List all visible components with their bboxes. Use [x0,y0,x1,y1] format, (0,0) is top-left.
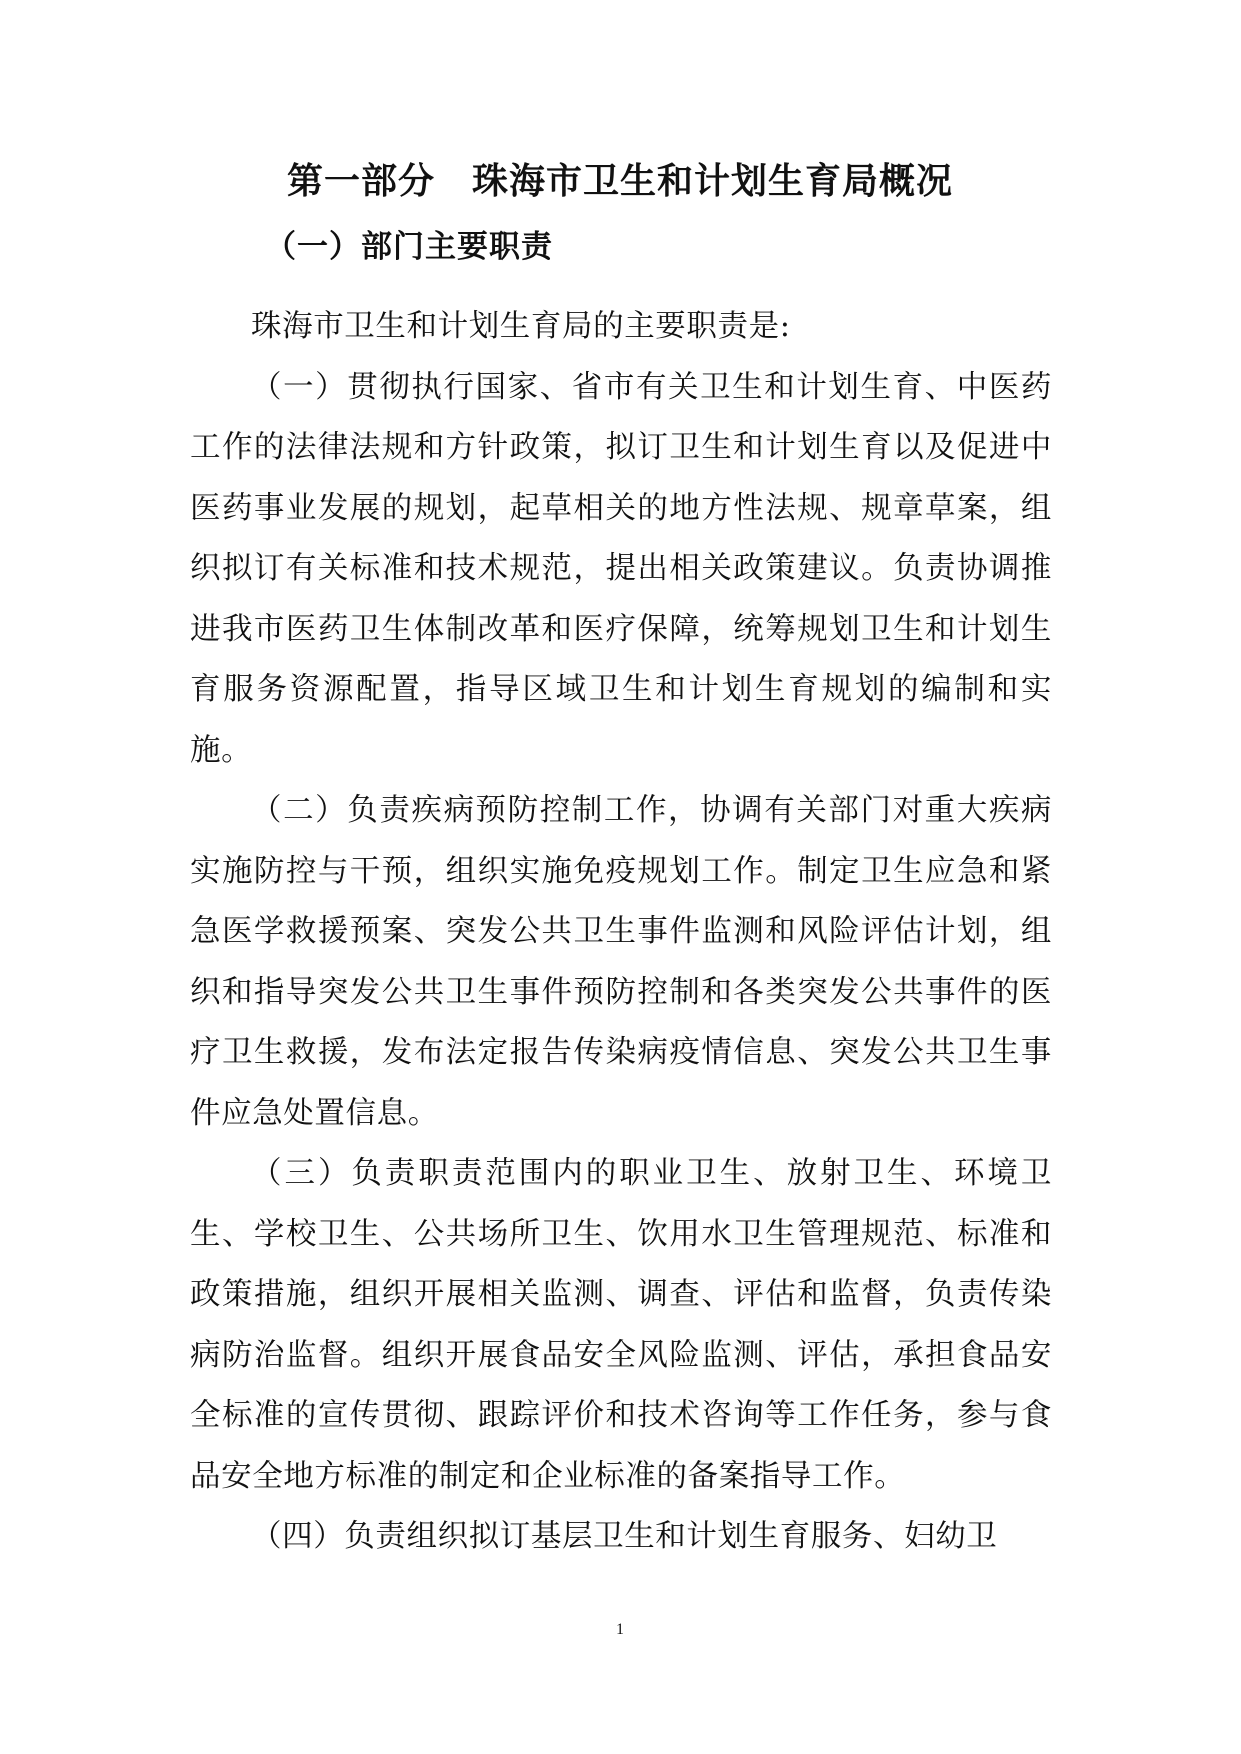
document-body [190,297,1052,1568]
document-title: 第一部分 珠海市卫生和计划生育局概况 [286,161,953,202]
responsibility-paragraph-1: （一）贯彻执行国家、省市有关卫生和计划生育、中医药工作的法律法规和方针政策，拟订卫生和计划生育以及促进中医药事业发展的规划，起草相关的地方性法规、规章草案，组织拟订有关标准和技术规范，提出相关政策建议。负责协调推进我市医药卫生体制改革和医疗保障，统筹规划卫生和计划生育服务资源配置，指导区域卫生和计划生育规划的编制和实施。 [190,369,1052,768]
intro-paragraph: 珠海市卫生和计划生育局的主要职责是: [251,309,791,344]
page-number: 1 [616,1621,624,1638]
responsibility-paragraph-4: （四）负责组织拟订基层卫生和计划生育服务、妇幼卫 [251,1519,998,1554]
section-heading: （一）部门主要职责 [265,229,553,265]
responsibility-paragraph-2: （二）负责疾病预防控制工作，协调有关部门对重大疾病实施防控与干预，组织实施免疫规划工作。制定卫生应急和紧急医学救援预案、突发公共卫生事件监测和风险评估计划，组织和指导突发公共卫生事件预防控制和各类突发公共事件的医疗卫生救援，发布法定报告传染病疫情信息、突发公共卫生事件应急处置信息。 [190,793,1052,1131]
responsibility-paragraph-3: （三）负责职责范围内的职业卫生、放射卫生、环境卫生、学校卫生、公共场所卫生、饮用水卫生管理规范、标准和政策措施，组织开展相关监测、调查、评估和监督，负责传染病防治监督。组织开展食品安全风险监测、评估，承担食品安全标准的宣传贯彻、跟踪评价和技术咨询等工作任务，参与食品安全地方标准的制定和企业标准的备案指导工作。 [190,1156,1052,1494]
